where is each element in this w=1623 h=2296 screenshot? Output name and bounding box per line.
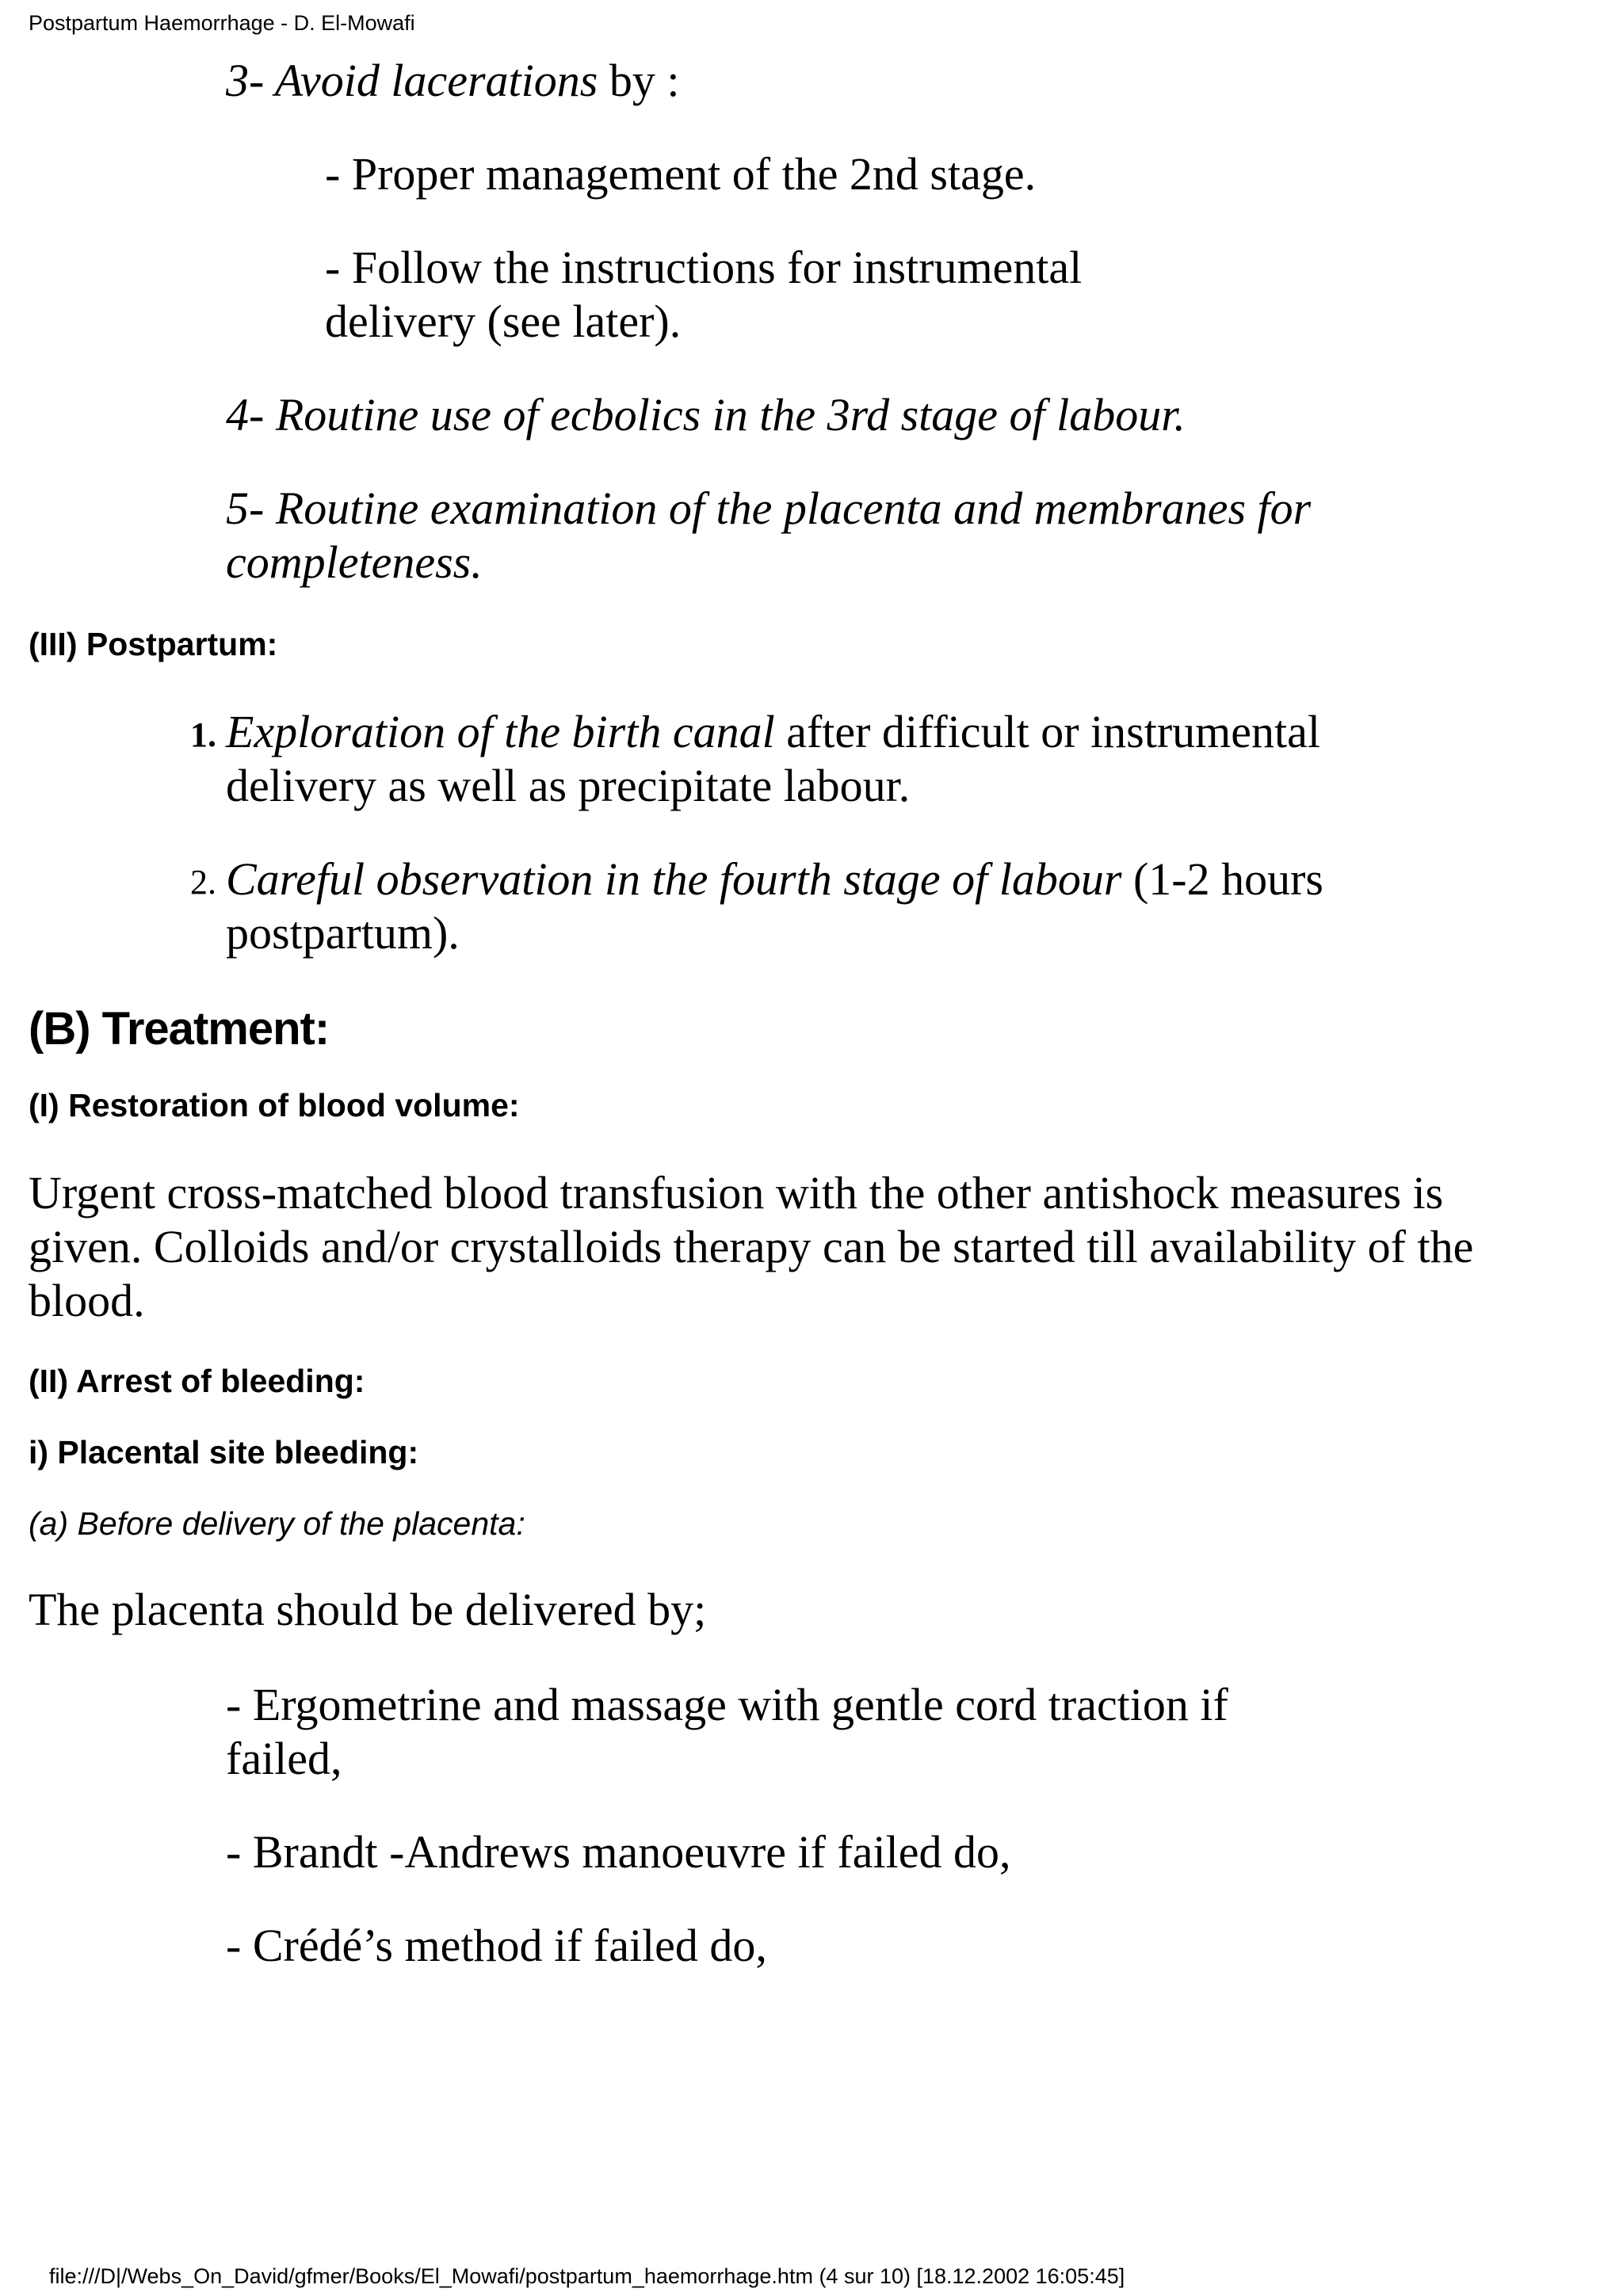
postpartum-item-1-line-2: delivery as well as precipitate labour. xyxy=(226,760,911,811)
postpartum-item-2-line-2: postpartum). xyxy=(226,907,460,959)
prevention-item-5 xyxy=(226,482,1311,589)
prevention-item-4 xyxy=(226,388,1186,442)
placenta-step-2: - Brandt -Andrews manoeuvre if failed do, xyxy=(226,1826,1011,1878)
postpartum-item-1-marker: 1. xyxy=(190,715,216,754)
prevention-item-3-label: 3- Avoid lacerations xyxy=(226,55,598,106)
restoration-line-3: blood. xyxy=(29,1275,145,1326)
restoration-line-2: given. Colloids and/or crystalloids therapy can be started till availability of the xyxy=(29,1221,1474,1272)
placental-site-heading: i) Placental site bleeding: xyxy=(29,1434,419,1470)
prevention-item-3 xyxy=(226,54,679,108)
postpartum-item-2-rest: (1-2 hours xyxy=(1121,853,1323,905)
restoration-heading: (I) Restoration of blood volume: xyxy=(29,1087,520,1123)
arrest-heading: (II) Arrest of bleeding: xyxy=(29,1363,365,1399)
prevention-item-3-sub-2-line-2: delivery (see later). xyxy=(325,296,682,347)
placenta-step-3: - Crédé’s method if failed do, xyxy=(226,1920,767,1971)
prevention-item-4-text: 4- Routine use of ecbolics in the 3rd stage of labour. xyxy=(226,389,1186,441)
prevention-item-3-suffix: by : xyxy=(598,55,680,106)
prevention-item-5-line-1: 5- Routine examination of the placenta and membranes for xyxy=(226,482,1312,534)
page-footer-url: file:///D|/Webs_On_David/gfmer/Books/El_Mowafi/postpartum_haemorrhage.htm (4 sur 10) [18.12.2002 16:05:45] xyxy=(49,2264,1125,2288)
restoration-line-1: Urgent cross-matched blood transfusion with the other antishock measures is xyxy=(29,1167,1444,1219)
placenta-intro: The placenta should be delivered by; xyxy=(29,1584,707,1635)
prevention-item-3-sub-2-line-1: - Follow the instructions for instrumental xyxy=(325,242,1083,293)
postpartum-item-1-italic: Exploration of the birth canal xyxy=(226,706,775,757)
postpartum-item-2-marker: 2. xyxy=(190,863,216,902)
placenta-step-1-line-1: - Ergometrine and massage with gentle cord traction if xyxy=(226,1679,1228,1730)
postpartum-item-1-rest: after difficult or instrumental xyxy=(774,706,1320,757)
placenta-step-1 xyxy=(226,1678,1228,1786)
treatment-heading: (B) Treatment: xyxy=(29,1003,330,1055)
prevention-item-5-line-2: completeness. xyxy=(226,536,483,588)
postpartum-item-1 xyxy=(190,705,1320,813)
postpartum-heading: (III) Postpartum: xyxy=(29,626,278,662)
prevention-item-3-sub-2 xyxy=(325,241,1082,349)
postpartum-item-2 xyxy=(190,852,1323,960)
restoration-paragraph xyxy=(29,1166,1473,1328)
before-delivery-heading: (a) Before delivery of the placenta: xyxy=(29,1505,525,1542)
prevention-item-3-sub-1: - Proper management of the 2nd stage. xyxy=(325,148,1037,200)
placenta-step-1-line-2: failed, xyxy=(226,1733,342,1784)
postpartum-item-2-italic: Careful observation in the fourth stage of labour xyxy=(226,853,1122,905)
page-header: Postpartum Haemorrhage - D. El-Mowafi xyxy=(29,11,415,35)
